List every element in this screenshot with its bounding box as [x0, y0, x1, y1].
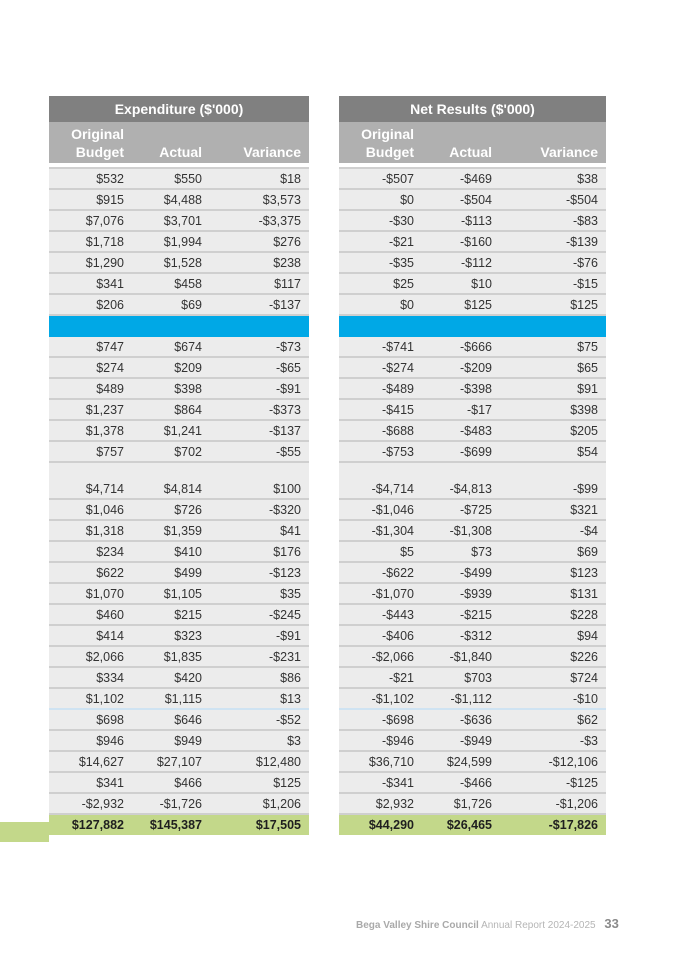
- actual-cell: $1,359: [132, 520, 210, 541]
- variance-cell: $65: [500, 357, 606, 378]
- original-budget-cell: $341: [49, 772, 132, 793]
- table-row: [49, 688, 309, 709]
- table-row: [49, 520, 309, 541]
- page-footer: [356, 916, 619, 931]
- actual-cell: -$636: [422, 709, 500, 730]
- original-budget-cell: $44,290: [339, 814, 422, 835]
- original-budget-cell: $334: [49, 667, 132, 688]
- table-row: [339, 625, 606, 646]
- original-budget-cell: -$753: [339, 441, 422, 462]
- variance-cell: -$137: [210, 420, 309, 441]
- table-row: [49, 793, 309, 814]
- header-original-budget: Original Budget: [49, 122, 132, 163]
- original-budget-cell: -$946: [339, 730, 422, 751]
- table-row: [339, 441, 606, 462]
- variance-cell: $62: [500, 709, 606, 730]
- variance-cell: -$123: [210, 562, 309, 583]
- actual-cell: $949: [132, 730, 210, 751]
- actual-cell: $1,528: [132, 252, 210, 273]
- table-row: [49, 583, 309, 604]
- original-budget-cell: -$274: [339, 357, 422, 378]
- table-row: [339, 541, 606, 562]
- actual-cell: $27,107: [132, 751, 210, 772]
- variance-cell: $321: [500, 499, 606, 520]
- table-row: [339, 189, 606, 210]
- page-number: 33: [604, 916, 619, 931]
- variance-cell: -$245: [210, 604, 309, 625]
- actual-cell: $1,105: [132, 583, 210, 604]
- actual-cell: -$1,112: [422, 688, 500, 709]
- footer-report-title: Annual Report 2024-2025: [481, 920, 596, 931]
- original-budget-cell: $747: [49, 337, 132, 357]
- actual-cell: $726: [132, 499, 210, 520]
- actual-cell: -$1,726: [132, 793, 210, 814]
- actual-cell: -$209: [422, 357, 500, 378]
- expenditure-body: [49, 168, 309, 835]
- variance-cell: $3: [210, 730, 309, 751]
- variance-cell: -$15: [500, 273, 606, 294]
- table-row: [49, 562, 309, 583]
- variance-cell: -$504: [500, 189, 606, 210]
- variance-cell: $131: [500, 583, 606, 604]
- actual-cell: -$160: [422, 231, 500, 252]
- table-row: [339, 772, 606, 793]
- table-row: [49, 231, 309, 252]
- variance-cell: $12,480: [210, 751, 309, 772]
- actual-cell: $702: [132, 441, 210, 462]
- actual-cell: $550: [132, 168, 210, 189]
- net-results-column-headers: [339, 122, 606, 163]
- variance-cell: -$76: [500, 252, 606, 273]
- actual-cell: $1,726: [422, 793, 500, 814]
- variance-cell: -$65: [210, 357, 309, 378]
- table-row: [49, 210, 309, 231]
- variance-cell: $724: [500, 667, 606, 688]
- actual-cell: -$215: [422, 604, 500, 625]
- variance-cell: $125: [210, 772, 309, 793]
- original-budget-cell: $1,718: [49, 231, 132, 252]
- actual-cell: $703: [422, 667, 500, 688]
- actual-cell: $646: [132, 709, 210, 730]
- table-row: [339, 399, 606, 420]
- table-row: [49, 499, 309, 520]
- original-budget-cell: $946: [49, 730, 132, 751]
- original-budget-cell: $1,046: [49, 499, 132, 520]
- original-budget-cell: $36,710: [339, 751, 422, 772]
- table-row: [49, 420, 309, 441]
- table-row: [339, 688, 606, 709]
- actual-cell: -$483: [422, 420, 500, 441]
- variance-cell: $91: [500, 378, 606, 399]
- actual-cell: $864: [132, 399, 210, 420]
- original-budget-cell: $1,237: [49, 399, 132, 420]
- actual-cell: $398: [132, 378, 210, 399]
- original-budget-cell: $14,627: [49, 751, 132, 772]
- net-results-title: Net Results ($'000): [339, 96, 606, 122]
- section-divider: [339, 315, 606, 337]
- table-row: [339, 730, 606, 751]
- table-row: [49, 252, 309, 273]
- table-row: [339, 667, 606, 688]
- table-row: [49, 730, 309, 751]
- table-row: [49, 709, 309, 730]
- net-results-body: [339, 168, 606, 835]
- variance-cell: -$91: [210, 625, 309, 646]
- original-budget-cell: $25: [339, 273, 422, 294]
- actual-cell: $1,115: [132, 688, 210, 709]
- original-budget-cell: -$21: [339, 231, 422, 252]
- table-row: [339, 210, 606, 231]
- original-budget-cell: -$4,714: [339, 462, 422, 499]
- table-row: [339, 499, 606, 520]
- original-budget-cell: -$341: [339, 772, 422, 793]
- table-row: [339, 604, 606, 625]
- original-budget-cell: -$698: [339, 709, 422, 730]
- table-row: [339, 646, 606, 667]
- variance-cell: -$91: [210, 378, 309, 399]
- actual-cell: $410: [132, 541, 210, 562]
- expenditure-column-headers: [49, 122, 309, 163]
- original-budget-cell: -$443: [339, 604, 422, 625]
- original-budget-cell: -$622: [339, 562, 422, 583]
- actual-cell: -$699: [422, 441, 500, 462]
- table-row: [339, 709, 606, 730]
- table-row: [49, 441, 309, 462]
- table-row: [49, 273, 309, 294]
- original-budget-cell: -$2,932: [49, 793, 132, 814]
- original-budget-cell: $1,318: [49, 520, 132, 541]
- variance-cell: -$125: [500, 772, 606, 793]
- original-budget-cell: $915: [49, 189, 132, 210]
- original-budget-cell: $1,378: [49, 420, 132, 441]
- total-row: [49, 814, 309, 835]
- original-budget-cell: -$21: [339, 667, 422, 688]
- original-budget-cell: -$2,066: [339, 646, 422, 667]
- variance-cell: $35: [210, 583, 309, 604]
- variance-cell: -$231: [210, 646, 309, 667]
- table-row: [49, 168, 309, 189]
- table-row: [49, 646, 309, 667]
- actual-cell: $69: [132, 294, 210, 315]
- actual-cell: -$398: [422, 378, 500, 399]
- actual-cell: $1,835: [132, 646, 210, 667]
- variance-cell: -$99: [500, 462, 606, 499]
- actual-cell: $3,701: [132, 210, 210, 231]
- variance-cell: $17,505: [210, 814, 309, 835]
- header-variance: Variance: [210, 122, 309, 163]
- original-budget-cell: -$406: [339, 625, 422, 646]
- original-budget-cell: $414: [49, 625, 132, 646]
- variance-cell: $226: [500, 646, 606, 667]
- original-budget-cell: -$35: [339, 252, 422, 273]
- table-row: [339, 357, 606, 378]
- variance-cell: $117: [210, 273, 309, 294]
- original-budget-cell: $460: [49, 604, 132, 625]
- original-budget-cell: $698: [49, 709, 132, 730]
- expenditure-table: [49, 96, 309, 835]
- expenditure-title: Expenditure ($'000): [49, 96, 309, 122]
- actual-cell: $125: [422, 294, 500, 315]
- header-actual: Actual: [132, 122, 210, 163]
- actual-cell: -$725: [422, 499, 500, 520]
- table-row: [339, 520, 606, 541]
- actual-cell: $1,994: [132, 231, 210, 252]
- actual-cell: -$112: [422, 252, 500, 273]
- original-budget-cell: -$1,102: [339, 688, 422, 709]
- actual-cell: $10: [422, 273, 500, 294]
- actual-cell: $323: [132, 625, 210, 646]
- variance-cell: $86: [210, 667, 309, 688]
- original-budget-cell: $622: [49, 562, 132, 583]
- variance-cell: $18: [210, 168, 309, 189]
- original-budget-cell: -$507: [339, 168, 422, 189]
- variance-cell: -$320: [210, 499, 309, 520]
- actual-cell: $4,814: [132, 462, 210, 499]
- original-budget-cell: $274: [49, 357, 132, 378]
- variance-cell: $276: [210, 231, 309, 252]
- original-budget-cell: $7,076: [49, 210, 132, 231]
- table-row: [339, 793, 606, 814]
- table-row: [339, 751, 606, 772]
- original-budget-cell: -$688: [339, 420, 422, 441]
- table-row: [339, 337, 606, 357]
- original-budget-cell: -$415: [339, 399, 422, 420]
- actual-cell: -$949: [422, 730, 500, 751]
- variance-cell: -$83: [500, 210, 606, 231]
- variance-cell: -$73: [210, 337, 309, 357]
- original-budget-cell: $5: [339, 541, 422, 562]
- actual-cell: $73: [422, 541, 500, 562]
- net-results-table: [339, 96, 606, 835]
- header-variance: Variance: [500, 122, 606, 163]
- actual-cell: -$17: [422, 399, 500, 420]
- original-budget-cell: -$489: [339, 378, 422, 399]
- original-budget-cell: $4,714: [49, 462, 132, 499]
- original-budget-cell: $532: [49, 168, 132, 189]
- table-row: [339, 168, 606, 189]
- table-row: [49, 667, 309, 688]
- table-row: [49, 294, 309, 315]
- variance-cell: $94: [500, 625, 606, 646]
- original-budget-cell: $1,290: [49, 252, 132, 273]
- table-row: [339, 420, 606, 441]
- table-row: [49, 357, 309, 378]
- table-row: [49, 337, 309, 357]
- variance-cell: $75: [500, 337, 606, 357]
- actual-cell: $420: [132, 667, 210, 688]
- variance-cell: -$3: [500, 730, 606, 751]
- original-budget-cell: $0: [339, 189, 422, 210]
- actual-cell: $209: [132, 357, 210, 378]
- variance-cell: $3,573: [210, 189, 309, 210]
- expenditure-total-row-extension: [0, 822, 49, 842]
- table-row: [49, 751, 309, 772]
- footer-organisation: Bega Valley Shire Council: [356, 920, 479, 931]
- variance-cell: -$3,375: [210, 210, 309, 231]
- variance-cell: $100: [210, 462, 309, 499]
- variance-cell: -$139: [500, 231, 606, 252]
- variance-cell: $69: [500, 541, 606, 562]
- table-row: [339, 252, 606, 273]
- actual-cell: $458: [132, 273, 210, 294]
- original-budget-cell: $127,882: [49, 814, 132, 835]
- variance-cell: $125: [500, 294, 606, 315]
- actual-cell: $466: [132, 772, 210, 793]
- variance-cell: -$373: [210, 399, 309, 420]
- actual-cell: $26,465: [422, 814, 500, 835]
- original-budget-cell: $757: [49, 441, 132, 462]
- table-row: [339, 378, 606, 399]
- original-budget-cell: $234: [49, 541, 132, 562]
- actual-cell: -$466: [422, 772, 500, 793]
- table-row: [49, 189, 309, 210]
- original-budget-cell: -$30: [339, 210, 422, 231]
- table-row: [49, 625, 309, 646]
- actual-cell: -$666: [422, 337, 500, 357]
- actual-cell: -$312: [422, 625, 500, 646]
- original-budget-cell: $0: [339, 294, 422, 315]
- actual-cell: $24,599: [422, 751, 500, 772]
- actual-cell: $215: [132, 604, 210, 625]
- original-budget-cell: $1,070: [49, 583, 132, 604]
- table-row: [49, 541, 309, 562]
- variance-cell: $123: [500, 562, 606, 583]
- actual-cell: -$469: [422, 168, 500, 189]
- variance-cell: $13: [210, 688, 309, 709]
- original-budget-cell: -$1,304: [339, 520, 422, 541]
- total-row: [339, 814, 606, 835]
- variance-cell: $176: [210, 541, 309, 562]
- original-budget-cell: -$1,046: [339, 499, 422, 520]
- variance-cell: $1,206: [210, 793, 309, 814]
- table-row: [339, 294, 606, 315]
- original-budget-cell: -$741: [339, 337, 422, 357]
- variance-cell: -$17,826: [500, 814, 606, 835]
- actual-cell: -$4,813: [422, 462, 500, 499]
- table-row: [339, 273, 606, 294]
- actual-cell: -$939: [422, 583, 500, 604]
- table-row: [49, 462, 309, 499]
- table-row: [339, 583, 606, 604]
- section-divider: [49, 315, 309, 337]
- variance-cell: $41: [210, 520, 309, 541]
- variance-cell: $398: [500, 399, 606, 420]
- original-budget-cell: $489: [49, 378, 132, 399]
- variance-cell: -$52: [210, 709, 309, 730]
- header-original-budget: Original Budget: [339, 122, 422, 163]
- variance-cell: -$1,206: [500, 793, 606, 814]
- actual-cell: $1,241: [132, 420, 210, 441]
- table-row: [49, 604, 309, 625]
- table-row: [49, 399, 309, 420]
- variance-cell: -$12,106: [500, 751, 606, 772]
- variance-cell: $54: [500, 441, 606, 462]
- table-row: [339, 231, 606, 252]
- table-row: [339, 562, 606, 583]
- actual-cell: $674: [132, 337, 210, 357]
- variance-cell: $228: [500, 604, 606, 625]
- variance-cell: -$10: [500, 688, 606, 709]
- actual-cell: -$1,308: [422, 520, 500, 541]
- table-row: [339, 462, 606, 499]
- original-budget-cell: $2,932: [339, 793, 422, 814]
- original-budget-cell: $1,102: [49, 688, 132, 709]
- actual-cell: -$113: [422, 210, 500, 231]
- actual-cell: $145,387: [132, 814, 210, 835]
- header-actual: Actual: [422, 122, 500, 163]
- original-budget-cell: $341: [49, 273, 132, 294]
- actual-cell: $499: [132, 562, 210, 583]
- original-budget-cell: $206: [49, 294, 132, 315]
- variance-cell: $38: [500, 168, 606, 189]
- variance-cell: $205: [500, 420, 606, 441]
- actual-cell: -$1,840: [422, 646, 500, 667]
- actual-cell: -$499: [422, 562, 500, 583]
- variance-cell: -$55: [210, 441, 309, 462]
- actual-cell: -$504: [422, 189, 500, 210]
- original-budget-cell: $2,066: [49, 646, 132, 667]
- actual-cell: $4,488: [132, 189, 210, 210]
- variance-cell: -$4: [500, 520, 606, 541]
- variance-cell: -$137: [210, 294, 309, 315]
- table-row: [49, 378, 309, 399]
- table-row: [49, 772, 309, 793]
- original-budget-cell: -$1,070: [339, 583, 422, 604]
- variance-cell: $238: [210, 252, 309, 273]
